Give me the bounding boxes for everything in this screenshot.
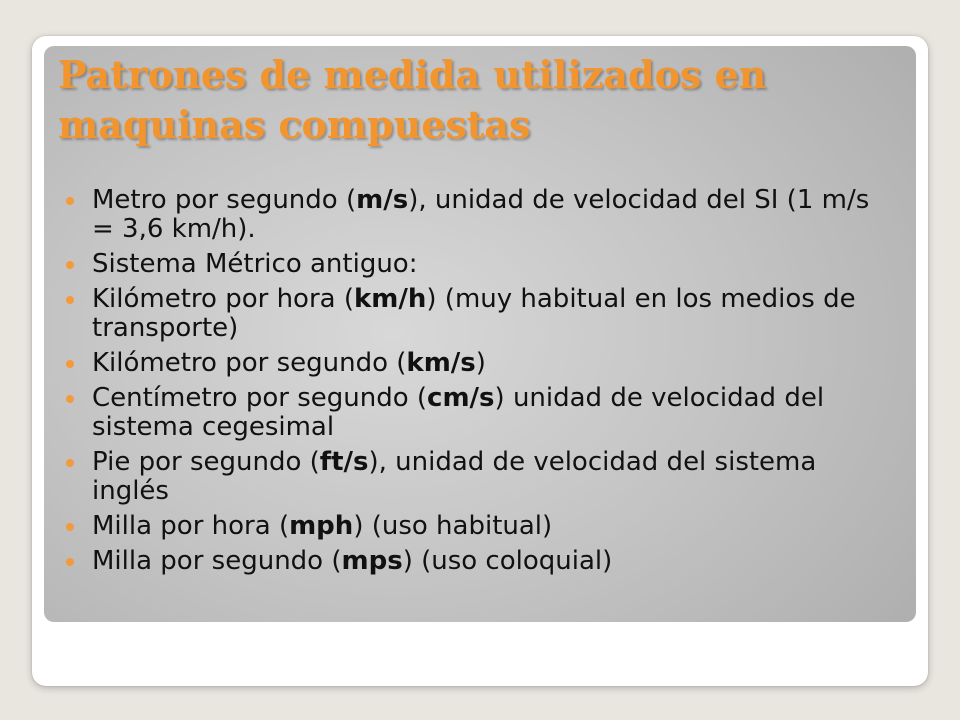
bullet-dot-icon — [66, 296, 74, 304]
item-text: Metro por segundo ( — [92, 185, 357, 215]
unit-label: km/s — [406, 348, 476, 378]
bullet-dot-icon — [66, 395, 74, 403]
list-item — [66, 384, 886, 442]
list-item — [66, 285, 886, 343]
item-text-tail: ) (muy habitual en los medios de transporte) — [92, 284, 856, 343]
item-text: Centímetro por segundo ( — [92, 383, 428, 413]
list-item — [66, 512, 886, 541]
bullet-list — [66, 186, 886, 582]
bullet-dot-icon — [66, 558, 74, 566]
bullet-dot-icon — [66, 261, 74, 269]
unit-label: m/s — [356, 185, 409, 215]
bullet-dot-icon — [66, 360, 74, 368]
item-text: Milla por segundo ( — [92, 546, 342, 576]
list-item — [66, 186, 886, 244]
item-text: Pie por segundo ( — [92, 447, 320, 477]
item-text: Milla por hora ( — [92, 511, 290, 541]
bullet-dot-icon — [66, 197, 74, 205]
item-text: Sistema Métrico antiguo: — [92, 249, 418, 279]
item-text: Kilómetro por segundo ( — [92, 348, 407, 378]
list-item — [66, 448, 886, 506]
unit-label: cm/s — [427, 383, 495, 413]
item-text-tail: ) (uso habitual) — [353, 511, 553, 541]
item-text-tail: ) (uso coloquial) — [402, 546, 613, 576]
bullet-dot-icon — [66, 523, 74, 531]
list-item — [66, 349, 886, 378]
unit-label: km/h — [354, 284, 427, 314]
slide-title-line-2: maquinas compuestas — [58, 102, 531, 147]
list-item — [66, 250, 886, 279]
slide-title-line-1: Patrones de medida utilizados en — [58, 52, 767, 97]
item-text-tail: ) unidad de velocidad del sistema cegesimal — [92, 383, 825, 442]
unit-label: mps — [341, 546, 403, 576]
list-item — [66, 547, 886, 576]
unit-label: mph — [289, 511, 354, 541]
item-text-tail: ) — [475, 348, 486, 378]
unit-label: ft/s — [319, 447, 369, 477]
item-text-tail: ), unidad de velocidad del SI (1 m/s = 3,6 km/h). — [92, 185, 870, 244]
item-text-tail: ), unidad de velocidad del sistema inglés — [92, 447, 817, 506]
item-text: Kilómetro por hora ( — [92, 284, 354, 314]
bullet-dot-icon — [66, 459, 74, 467]
slide-title — [58, 50, 898, 150]
